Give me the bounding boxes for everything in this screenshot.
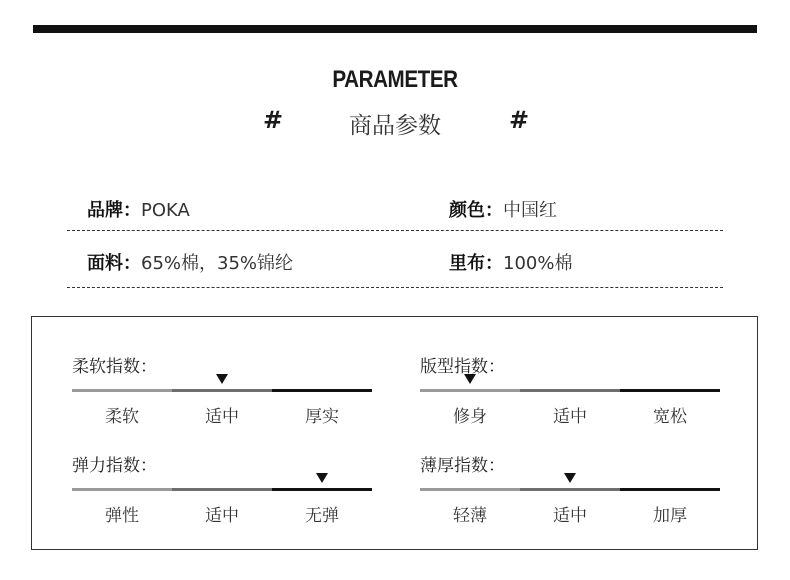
param-color (449, 196, 557, 222)
title-row (0, 106, 790, 138)
scale-segment-3 (272, 488, 372, 491)
scale-label: 适中 (553, 407, 587, 427)
scale-segment-3 (620, 389, 720, 392)
title-chinese: 商品参数 (349, 113, 441, 139)
param-lining (449, 249, 572, 275)
scale-label: 适中 (205, 506, 239, 526)
scale-segment-1 (420, 488, 520, 491)
scale-label: 无弹 (305, 506, 339, 526)
index-elasticity (72, 451, 372, 531)
scale-label: 轻薄 (453, 506, 487, 526)
param-color-value: 中国红 (503, 200, 557, 221)
indicator-marker-icon (564, 473, 576, 483)
param-color-label: 颜色： (449, 200, 503, 221)
title-english: PARAMETER (332, 66, 458, 93)
param-lining-label: 里布： (449, 253, 503, 274)
index-thickness-title: 薄厚指数： (420, 456, 505, 476)
scale-segment-1 (420, 389, 520, 392)
index-fit (420, 352, 720, 432)
scale-segment-3 (620, 488, 720, 491)
index-thickness (420, 451, 720, 531)
scale-segment-2 (172, 389, 272, 392)
scale-segment-1 (72, 389, 172, 392)
indicator-marker-icon (216, 374, 228, 384)
index-panel (31, 316, 758, 550)
param-brand-label: 品牌： (87, 200, 141, 221)
param-lining-value: 100%棉 (503, 253, 573, 274)
scale-label: 柔软 (105, 407, 139, 427)
scale-label: 修身 (453, 407, 487, 427)
scale-label: 厚实 (305, 407, 339, 427)
scale-label: 弹性 (105, 506, 139, 526)
scale-segment-1 (72, 488, 172, 491)
index-softness-title: 柔软指数： (72, 357, 157, 377)
scale-segment-2 (520, 389, 620, 392)
param-brand-value: POKA (141, 200, 190, 221)
scale-label: 适中 (205, 407, 239, 427)
top-divider-bar (33, 25, 757, 33)
scale-segment-2 (520, 488, 620, 491)
scale-label: 宽松 (653, 407, 687, 427)
hash-left: # (263, 106, 284, 134)
indicator-marker-icon (464, 374, 476, 384)
scale-label: 加厚 (653, 506, 687, 526)
param-brand (87, 196, 190, 222)
param-fabric-label: 面料： (87, 253, 141, 274)
dashed-divider (67, 287, 723, 288)
indicator-marker-icon (316, 473, 328, 483)
index-fit-title: 版型指数： (420, 357, 505, 377)
hash-right: # (509, 106, 530, 134)
dashed-divider (67, 230, 723, 231)
param-fabric-value: 65%棉，35%锦纶 (141, 253, 294, 274)
index-softness (72, 352, 372, 432)
scale-segment-2 (172, 488, 272, 491)
scale-segment-3 (272, 389, 372, 392)
param-fabric (87, 249, 293, 275)
index-elasticity-title: 弹力指数： (72, 456, 157, 476)
scale-label: 适中 (553, 506, 587, 526)
